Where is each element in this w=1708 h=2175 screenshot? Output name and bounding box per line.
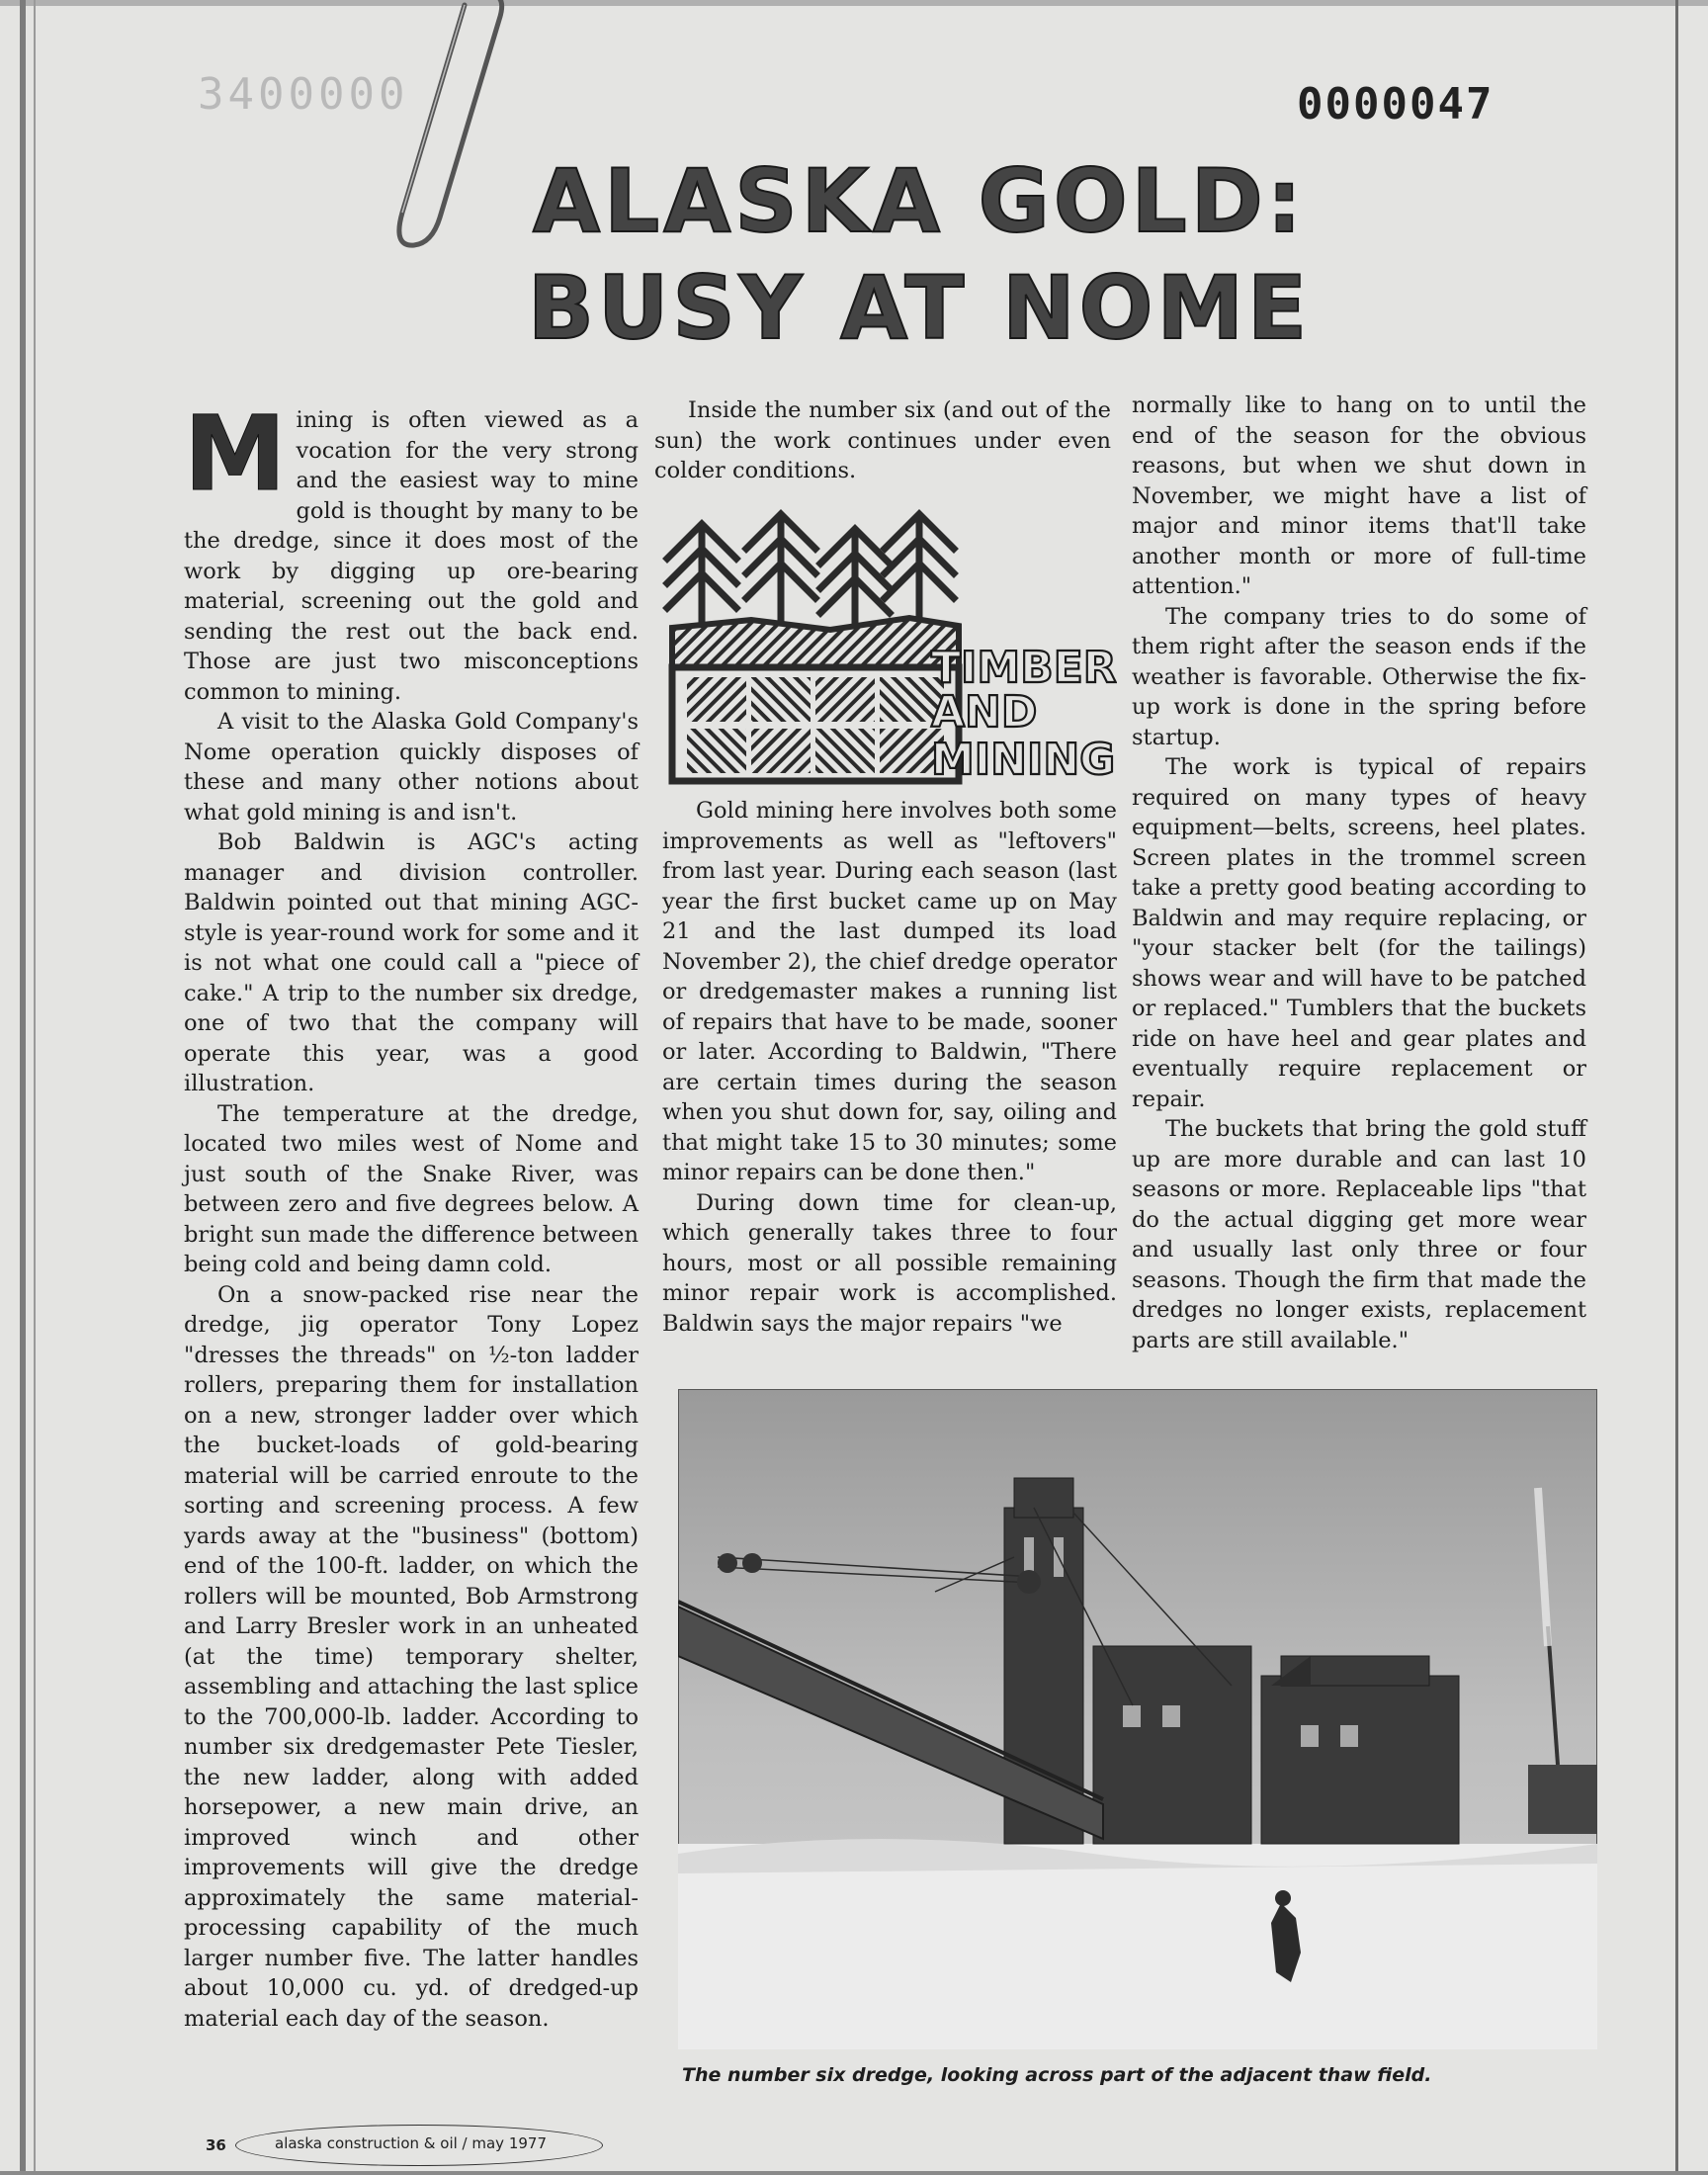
logo-word-timber: TIMBER [931, 643, 1117, 693]
paragraph: Inside the number six (and out of the sun) the work continues under even colder conditions. [654, 397, 1111, 483]
article-column-2-top [654, 395, 1111, 486]
paragraph: During down time for clean-up, which generally takes three to four hours, most or all possible remaining minor repair work is accomplished. Baldwin says the major repairs "we [662, 1189, 1117, 1337]
lead-paragraph-text: ining is often viewed as a vocation for the very strong and the easiest way to mine gold is thought by many to be the dredge, since it does most of the work by digging up ore-bearing material, screening out the gold and sending the rest out the back end. Those are just two misconceptions common to mining. [184, 407, 639, 705]
logo-word-mining: MINING [931, 735, 1116, 785]
paragraph: Gold mining here involves both some improvements as well as "leftovers" from last year. During each season (last year the first bucket came up on May 21 and the last dumped its load November 2), the chief dredge operator or dredgemaster makes a running list of repairs that have to be made, sooner or later. According to Baldwin, "There are certain times during the season when you shut down for, say, oiling and that might take 15 to 30 minutes; some minor repairs can be done then." [662, 798, 1117, 1185]
paragraph: A visit to the Alaska Gold Company's Nome operation quickly disposes of these and many other notions about what gold mining is and isn't. [184, 709, 639, 826]
article-column-1 [184, 393, 639, 2034]
drop-cap: M [184, 393, 287, 514]
photo-caption: The number six dredge, looking across part of the adjacent thaw field. [682, 2064, 1432, 2086]
page-edge-top [0, 0, 1708, 6]
page-edge-bottom [0, 2171, 1708, 2175]
headline [474, 148, 1364, 362]
faint-stamp-number: 3400000 [198, 69, 409, 120]
dredge-photo [678, 1389, 1597, 2049]
page-id-stamp: 0000047 [1297, 79, 1494, 130]
tree-icons [667, 514, 954, 623]
paragraph: The buckets that bring the gold stuff up are more durable and can last 10 seasons or more. Replaceable lips "that do the actual digging get more wear and usually last only three or four seasons. Though the firm that made the dredges no longer exists, replacement parts are still available." [1132, 1116, 1586, 1353]
headline-line-1: ALASKA GOLD: [533, 150, 1306, 252]
ground-block [672, 618, 959, 781]
page-edge-inner [34, 0, 36, 2175]
page-edge-right [1675, 0, 1678, 2175]
article-column-2 [662, 796, 1117, 1339]
paragraph: Bob Baldwin is AGC's acting manager and division controller. Baldwin pointed out that mining AGC-style is year-round work for some and it is not what one could call a "piece of cake." A trip to the number six dredge, one of two that the company will operate this year, was a good illustration. [184, 829, 639, 1096]
logo-word-and: AND [931, 687, 1038, 738]
paragraph: The work is typical of repairs required on many types of heavy equipment—belts, screens, heel plates. Screen plates in the trommel screen take a pretty good beating according to Baldwin and may require replacing, or "your stacker belt (for the tailings) shows wear and will have to be patched or replaced." Tumblers that the buckets ride on have heel and gear plates and eventually require replacement or repair. [1132, 754, 1586, 1112]
paragraph: The company tries to do some of them right after the season ends if the weather is favorable. Otherwise the fix-up work is done in the spring before startup. [1132, 603, 1586, 750]
page-number: 36 [206, 2136, 226, 2154]
paragraph: The temperature at the dredge, located two miles west of Nome and just south of the Snake River, was between zero and five degrees below. A bright sun made the difference between being cold and being damn cold. [184, 1100, 639, 1277]
paragraph: On a snow-packed rise near the dredge, jig operator Tony Lopez "dresses the threads" on ½-ton ladder rollers, preparing them for installation on a new, stronger ladder over which the bucket-loads of gold-bearing material will be carried enroute to the sorting and screening process. A few yards away at the "business" (bottom) end of the 100-ft. ladder, on which the rollers will be mounted, Bob Armstrong and Larry Bresler work in an unheated (at the time) temporary shelter, assembling and attaching the last splice to the 700,000-lb. ladder. According to number six dredgemaster Pete Tiesler, the new ladder, along with added horsepower, a new main drive, an improved winch and other improvements will give the dredge approximately the same material-processing capability of the much larger number five. The latter handles about 10,000 cu. yd. of dredged-up material each day of the season. [184, 1281, 639, 2032]
paragraph: normally like to hang on to until the end of the season for the obvious reasons, but when we shut down in November, we might have a list of major and minor items that'll take another month or more of full-time attention." [1132, 392, 1586, 599]
timber-and-mining-logo [652, 509, 1117, 786]
page-edge-left [20, 0, 26, 2175]
headline-line-2: BUSY AT NOME [527, 257, 1312, 359]
lead-paragraph [184, 393, 639, 707]
publication-line: alaska construction & oil / may 1977 [275, 2134, 547, 2152]
article-column-3 [1132, 391, 1586, 1355]
